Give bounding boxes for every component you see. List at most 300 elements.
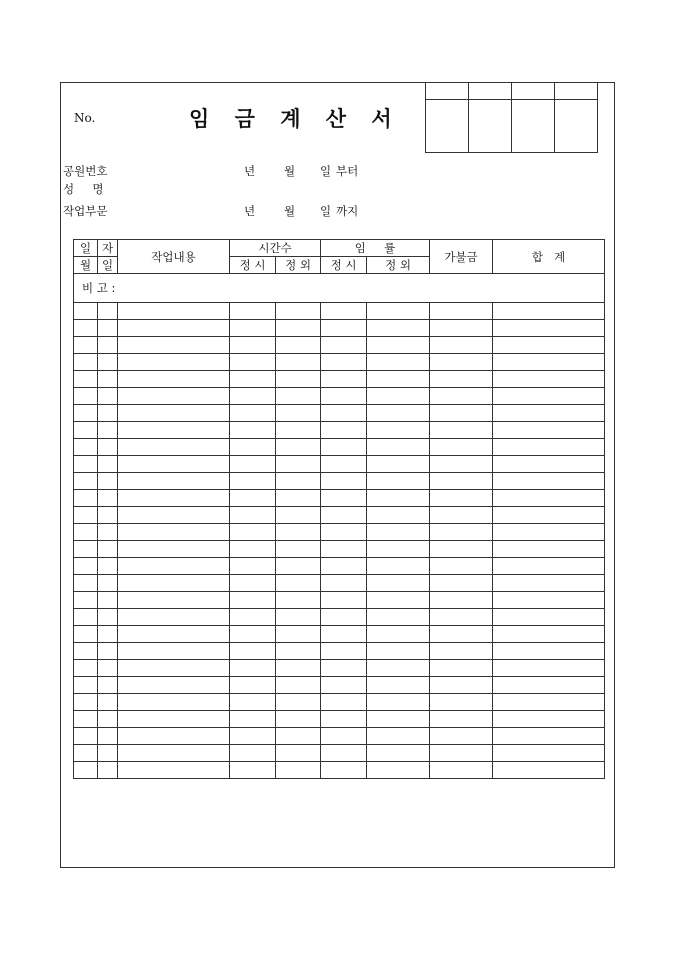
cell-total xyxy=(493,541,605,558)
cell-day xyxy=(98,745,118,762)
cell-payable xyxy=(430,473,493,490)
cell-overtime-rate xyxy=(367,337,430,354)
table-row xyxy=(74,745,605,762)
cell-payable xyxy=(430,762,493,779)
cell-regular-hours xyxy=(230,524,276,541)
cell-work-content xyxy=(118,422,230,439)
cell-total xyxy=(493,371,605,388)
cell-overtime-rate xyxy=(367,456,430,473)
department-label: 작업부문 xyxy=(63,204,108,218)
approval-sign-cell xyxy=(555,100,598,153)
cell-work-content xyxy=(118,592,230,609)
cell-regular-hours xyxy=(230,337,276,354)
table-row xyxy=(74,507,605,524)
cell-payable xyxy=(430,609,493,626)
table-row xyxy=(74,303,605,320)
cell-regular-rate xyxy=(321,609,367,626)
cell-work-content xyxy=(118,371,230,388)
cell-month xyxy=(74,762,98,779)
table-row xyxy=(74,575,605,592)
cell-overtime-hours xyxy=(276,337,321,354)
cell-total xyxy=(493,711,605,728)
cell-overtime-rate xyxy=(367,626,430,643)
cell-day xyxy=(98,575,118,592)
cell-day xyxy=(98,677,118,694)
cell-payable xyxy=(430,592,493,609)
cell-work-content xyxy=(118,320,230,337)
cell-total xyxy=(493,626,605,643)
cell-payable xyxy=(430,728,493,745)
cell-payable xyxy=(430,660,493,677)
cell-regular-hours xyxy=(230,575,276,592)
table-row xyxy=(74,592,605,609)
cell-month xyxy=(74,660,98,677)
cell-payable xyxy=(430,354,493,371)
header-overtime-hours: 정 외 xyxy=(276,257,321,274)
cell-payable xyxy=(430,677,493,694)
cell-day xyxy=(98,320,118,337)
cell-overtime-rate xyxy=(367,473,430,490)
header-overtime-rate: 정 외 xyxy=(367,257,430,274)
cell-overtime-rate xyxy=(367,507,430,524)
cell-payable xyxy=(430,388,493,405)
cell-regular-rate xyxy=(321,371,367,388)
cell-regular-rate xyxy=(321,490,367,507)
header-payable: 가불금 xyxy=(430,240,493,274)
cell-regular-rate xyxy=(321,694,367,711)
table-row xyxy=(74,388,605,405)
cell-day xyxy=(98,558,118,575)
approval-sign-cell xyxy=(426,100,469,153)
cell-overtime-rate xyxy=(367,677,430,694)
approval-sign-cell xyxy=(512,100,555,153)
table-row xyxy=(74,371,605,388)
cell-day xyxy=(98,490,118,507)
cell-overtime-hours xyxy=(276,643,321,660)
cell-work-content xyxy=(118,711,230,728)
cell-work-content xyxy=(118,337,230,354)
cell-regular-hours xyxy=(230,405,276,422)
cell-overtime-hours xyxy=(276,592,321,609)
cell-overtime-hours xyxy=(276,541,321,558)
cell-overtime-hours xyxy=(276,473,321,490)
table-row xyxy=(74,456,605,473)
table-row xyxy=(74,711,605,728)
cell-month xyxy=(74,694,98,711)
cell-overtime-hours xyxy=(276,660,321,677)
cell-month xyxy=(74,575,98,592)
cell-regular-rate xyxy=(321,711,367,728)
cell-month xyxy=(74,558,98,575)
cell-regular-rate xyxy=(321,473,367,490)
cell-day xyxy=(98,405,118,422)
cell-regular-hours xyxy=(230,728,276,745)
cell-total xyxy=(493,677,605,694)
period-to-month: 월 xyxy=(284,204,296,218)
cell-total xyxy=(493,388,605,405)
cell-total xyxy=(493,490,605,507)
header-date-2: 자 xyxy=(98,240,118,257)
cell-total xyxy=(493,354,605,371)
table-row xyxy=(74,490,605,507)
cell-work-content xyxy=(118,541,230,558)
period-to-year: 년 xyxy=(244,204,256,218)
cell-month xyxy=(74,337,98,354)
cell-overtime-hours xyxy=(276,371,321,388)
cell-overtime-hours xyxy=(276,694,321,711)
cell-total xyxy=(493,762,605,779)
cell-overtime-hours xyxy=(276,303,321,320)
cell-overtime-rate xyxy=(367,711,430,728)
cell-regular-hours xyxy=(230,694,276,711)
cell-work-content xyxy=(118,660,230,677)
cell-month xyxy=(74,388,98,405)
cell-month xyxy=(74,456,98,473)
cell-total xyxy=(493,660,605,677)
header-regular-rate: 정 시 xyxy=(321,257,367,274)
cell-day xyxy=(98,456,118,473)
cell-month xyxy=(74,592,98,609)
cell-overtime-rate xyxy=(367,439,430,456)
cell-payable xyxy=(430,371,493,388)
cell-overtime-rate xyxy=(367,371,430,388)
cell-total xyxy=(493,507,605,524)
cell-day xyxy=(98,354,118,371)
cell-overtime-hours xyxy=(276,524,321,541)
cell-regular-rate xyxy=(321,320,367,337)
cell-overtime-hours xyxy=(276,558,321,575)
table-row xyxy=(74,694,605,711)
remarks-row: 비 고 : xyxy=(74,274,605,303)
cell-overtime-rate xyxy=(367,354,430,371)
approval-signature-box xyxy=(425,82,598,153)
cell-regular-hours xyxy=(230,745,276,762)
cell-total xyxy=(493,422,605,439)
period-from-month: 월 xyxy=(284,164,296,178)
cell-day xyxy=(98,660,118,677)
cell-day xyxy=(98,643,118,660)
table-row xyxy=(74,762,605,779)
cell-regular-rate xyxy=(321,303,367,320)
cell-day xyxy=(98,371,118,388)
cell-month xyxy=(74,507,98,524)
cell-regular-rate xyxy=(321,541,367,558)
cell-regular-hours xyxy=(230,320,276,337)
name-label: 성 명 xyxy=(63,182,104,196)
period-from-suffix: 부터 xyxy=(336,164,359,178)
cell-month xyxy=(74,745,98,762)
cell-work-content xyxy=(118,762,230,779)
cell-total xyxy=(493,694,605,711)
cell-overtime-rate xyxy=(367,303,430,320)
table-row xyxy=(74,405,605,422)
table-row xyxy=(74,473,605,490)
cell-total xyxy=(493,643,605,660)
table-row xyxy=(74,320,605,337)
cell-overtime-hours xyxy=(276,490,321,507)
cell-regular-hours xyxy=(230,762,276,779)
header-date-1: 일 xyxy=(74,240,98,257)
cell-payable xyxy=(430,745,493,762)
cell-regular-hours xyxy=(230,626,276,643)
cell-overtime-hours xyxy=(276,609,321,626)
cell-overtime-hours xyxy=(276,354,321,371)
cell-month xyxy=(74,711,98,728)
cell-day xyxy=(98,728,118,745)
cell-payable xyxy=(430,558,493,575)
employee-number-label: 공원번호 xyxy=(63,164,108,178)
cell-total xyxy=(493,337,605,354)
cell-work-content xyxy=(118,473,230,490)
cell-payable xyxy=(430,626,493,643)
cell-regular-hours xyxy=(230,439,276,456)
cell-regular-hours xyxy=(230,456,276,473)
cell-work-content xyxy=(118,728,230,745)
cell-regular-hours xyxy=(230,303,276,320)
cell-regular-rate xyxy=(321,405,367,422)
cell-regular-hours xyxy=(230,388,276,405)
cell-regular-rate xyxy=(321,762,367,779)
cell-day xyxy=(98,303,118,320)
cell-day xyxy=(98,711,118,728)
cell-total xyxy=(493,592,605,609)
cell-overtime-hours xyxy=(276,745,321,762)
cell-regular-rate xyxy=(321,422,367,439)
cell-regular-hours xyxy=(230,711,276,728)
header-day: 일 xyxy=(98,257,118,274)
cell-day xyxy=(98,388,118,405)
wage-statement-form xyxy=(60,82,615,868)
cell-regular-rate xyxy=(321,677,367,694)
cell-overtime-hours xyxy=(276,575,321,592)
cell-day xyxy=(98,524,118,541)
cell-overtime-rate xyxy=(367,745,430,762)
cell-month xyxy=(74,490,98,507)
table-row xyxy=(74,337,605,354)
cell-month xyxy=(74,626,98,643)
cell-work-content xyxy=(118,439,230,456)
approval-sign-cell xyxy=(469,100,512,153)
cell-overtime-hours xyxy=(276,507,321,524)
cell-regular-rate xyxy=(321,643,367,660)
cell-regular-hours xyxy=(230,677,276,694)
cell-work-content xyxy=(118,354,230,371)
cell-regular-hours xyxy=(230,660,276,677)
cell-overtime-rate xyxy=(367,422,430,439)
table-row xyxy=(74,626,605,643)
cell-overtime-hours xyxy=(276,388,321,405)
cell-overtime-rate xyxy=(367,728,430,745)
cell-work-content xyxy=(118,490,230,507)
table-row xyxy=(74,541,605,558)
cell-work-content xyxy=(118,405,230,422)
cell-overtime-rate xyxy=(367,524,430,541)
cell-overtime-rate xyxy=(367,405,430,422)
cell-total xyxy=(493,745,605,762)
table-row xyxy=(74,677,605,694)
cell-overtime-hours xyxy=(276,677,321,694)
cell-month xyxy=(74,728,98,745)
cell-total xyxy=(493,405,605,422)
cell-total xyxy=(493,728,605,745)
cell-month xyxy=(74,609,98,626)
approval-header-cell xyxy=(426,83,469,100)
cell-total xyxy=(493,524,605,541)
cell-overtime-hours xyxy=(276,626,321,643)
cell-payable xyxy=(430,337,493,354)
cell-payable xyxy=(430,303,493,320)
cell-regular-rate xyxy=(321,626,367,643)
approval-header-cell xyxy=(469,83,512,100)
cell-day xyxy=(98,507,118,524)
cell-total xyxy=(493,320,605,337)
cell-regular-rate xyxy=(321,745,367,762)
cell-work-content xyxy=(118,456,230,473)
cell-overtime-rate xyxy=(367,541,430,558)
header-hours: 시간수 xyxy=(230,240,321,257)
cell-overtime-hours xyxy=(276,422,321,439)
cell-month xyxy=(74,354,98,371)
cell-work-content xyxy=(118,626,230,643)
cell-regular-rate xyxy=(321,507,367,524)
header-work-content: 작업내용 xyxy=(118,240,230,274)
cell-overtime-hours xyxy=(276,456,321,473)
period-from-year: 년 xyxy=(244,164,256,178)
cell-regular-rate xyxy=(321,575,367,592)
cell-payable xyxy=(430,405,493,422)
cell-payable xyxy=(430,643,493,660)
cell-work-content xyxy=(118,609,230,626)
cell-regular-rate xyxy=(321,354,367,371)
cell-overtime-hours xyxy=(276,728,321,745)
cell-day xyxy=(98,626,118,643)
table-row xyxy=(74,354,605,371)
table-row xyxy=(74,660,605,677)
cell-total xyxy=(493,473,605,490)
cell-regular-hours xyxy=(230,422,276,439)
cell-regular-hours xyxy=(230,541,276,558)
approval-header-cell xyxy=(555,83,598,100)
period-to-suffix: 까지 xyxy=(336,204,359,218)
cell-day xyxy=(98,592,118,609)
cell-overtime-rate xyxy=(367,592,430,609)
cell-overtime-rate xyxy=(367,694,430,711)
cell-overtime-hours xyxy=(276,405,321,422)
cell-work-content xyxy=(118,524,230,541)
cell-total xyxy=(493,558,605,575)
cell-regular-hours xyxy=(230,371,276,388)
cell-month xyxy=(74,524,98,541)
cell-month xyxy=(74,643,98,660)
cell-day xyxy=(98,473,118,490)
cell-payable xyxy=(430,694,493,711)
cell-work-content xyxy=(118,694,230,711)
period-from-day: 일 xyxy=(320,164,332,178)
cell-regular-hours xyxy=(230,354,276,371)
cell-work-content xyxy=(118,575,230,592)
cell-total xyxy=(493,439,605,456)
cell-payable xyxy=(430,456,493,473)
cell-overtime-rate xyxy=(367,575,430,592)
table-row xyxy=(74,643,605,660)
cell-regular-hours xyxy=(230,507,276,524)
cell-overtime-rate xyxy=(367,609,430,626)
cell-overtime-rate xyxy=(367,660,430,677)
cell-regular-rate xyxy=(321,660,367,677)
cell-regular-rate xyxy=(321,456,367,473)
cell-work-content xyxy=(118,643,230,660)
cell-regular-rate xyxy=(321,439,367,456)
cell-regular-hours xyxy=(230,592,276,609)
cell-overtime-rate xyxy=(367,762,430,779)
cell-overtime-rate xyxy=(367,388,430,405)
cell-overtime-rate xyxy=(367,490,430,507)
cell-regular-hours xyxy=(230,643,276,660)
cell-month xyxy=(74,439,98,456)
header-total: 합 계 xyxy=(493,240,605,274)
cell-month xyxy=(74,303,98,320)
table-row xyxy=(74,609,605,626)
cell-regular-rate xyxy=(321,592,367,609)
table-row xyxy=(74,439,605,456)
header-month: 월 xyxy=(74,257,98,274)
header-regular-hours: 정 시 xyxy=(230,257,276,274)
cell-regular-hours xyxy=(230,558,276,575)
approval-header-cell xyxy=(512,83,555,100)
cell-total xyxy=(493,303,605,320)
period-to-day: 일 xyxy=(320,204,332,218)
cell-payable xyxy=(430,524,493,541)
cell-regular-rate xyxy=(321,337,367,354)
cell-overtime-hours xyxy=(276,439,321,456)
cell-work-content xyxy=(118,558,230,575)
cell-total xyxy=(493,575,605,592)
table-row xyxy=(74,728,605,745)
cell-regular-hours xyxy=(230,490,276,507)
cell-payable xyxy=(430,320,493,337)
cell-day xyxy=(98,694,118,711)
cell-regular-rate xyxy=(321,728,367,745)
cell-regular-rate xyxy=(321,524,367,541)
cell-day xyxy=(98,541,118,558)
cell-month xyxy=(74,541,98,558)
cell-overtime-rate xyxy=(367,643,430,660)
cell-payable xyxy=(430,711,493,728)
cell-payable xyxy=(430,490,493,507)
cell-regular-hours xyxy=(230,609,276,626)
cell-month xyxy=(74,371,98,388)
cell-work-content xyxy=(118,303,230,320)
cell-payable xyxy=(430,575,493,592)
cell-work-content xyxy=(118,745,230,762)
cell-month xyxy=(74,422,98,439)
cell-regular-hours xyxy=(230,473,276,490)
document-number-label: No. xyxy=(74,111,96,125)
cell-regular-rate xyxy=(321,558,367,575)
cell-month xyxy=(74,320,98,337)
cell-work-content xyxy=(118,388,230,405)
cell-regular-rate xyxy=(321,388,367,405)
cell-month xyxy=(74,677,98,694)
cell-day xyxy=(98,609,118,626)
cell-total xyxy=(493,456,605,473)
cell-day xyxy=(98,337,118,354)
cell-overtime-rate xyxy=(367,558,430,575)
cell-overtime-rate xyxy=(367,320,430,337)
cell-work-content xyxy=(118,677,230,694)
table-row xyxy=(74,558,605,575)
cell-payable xyxy=(430,541,493,558)
